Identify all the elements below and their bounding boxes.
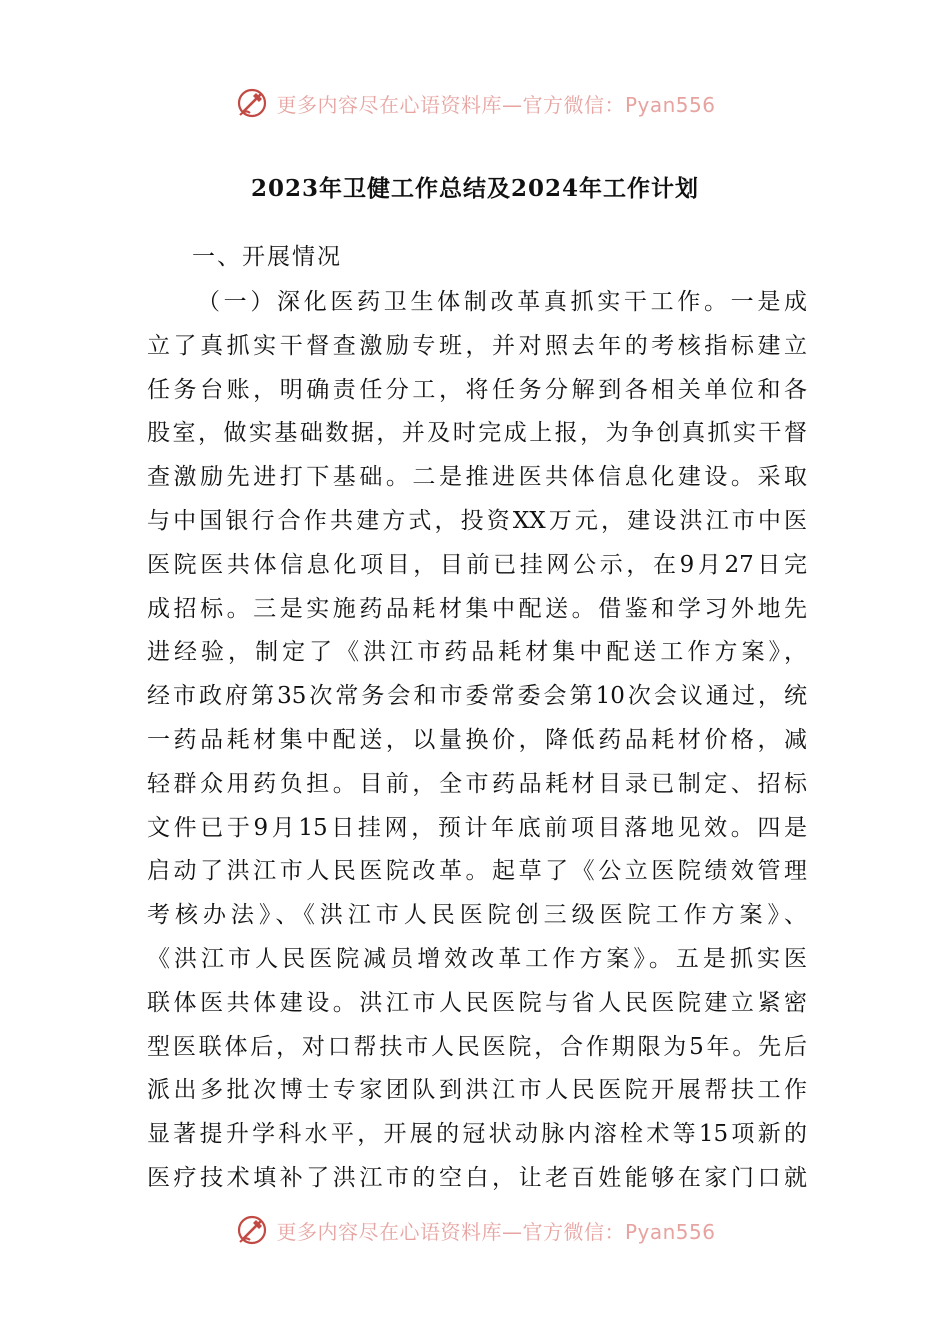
pen-seal-icon (234, 85, 270, 121)
body-line: 立了真抓实干督查激励专班，并对照去年的考核指标建立 (147, 332, 807, 359)
body-line: 轻群众用药负担。目前，全市药品耗材目录已制定、招标 (147, 770, 807, 797)
body-line: 启动了洪江市人民医院改革。起草了《公立医院绩效管理 (147, 858, 807, 885)
watermark-text: 更多内容尽在心语资料库—官方微信：Pyan556 (276, 1219, 716, 1244)
body-line: 医疗技术填补了洪江市的空白，让老百姓能够在家门口就 (147, 1164, 807, 1191)
body-line: 股室，做实基础数据，并及时完成上报，为争创真抓实干督 (147, 420, 807, 447)
body-line: （一）深化医药卫生体制改革真抓实干工作。一是成 (197, 289, 807, 315)
body-line: 经市政府第35次常务会和市委常委会第10次会议通过，统 (147, 683, 807, 710)
body-line: 医院医共体信息化项目，目前已挂网公示，在9月27日完 (147, 551, 807, 578)
body-line: 显著提升学科水平，开展的冠状动脉内溶栓术等15项新的 (147, 1121, 807, 1148)
body-line: 查激励先进打下基础。二是推进医共体信息化建设。采取 (147, 464, 807, 491)
body-text (147, 281, 807, 1201)
body-line: 派出多批次博士专家团队到洪江市人民医院开展帮扶工作 (147, 1077, 807, 1104)
section-heading: 一、开展情况 (192, 244, 342, 270)
watermark-banner-top (0, 83, 950, 123)
body-line: 成招标。三是实施药品耗材集中配送。借鉴和学习外地先 (147, 595, 807, 622)
body-line: 进经验，制定了《洪江市药品耗材集中配送工作方案》， (147, 639, 807, 666)
body-line: 联体医共体建设。洪江市人民医院与省人民医院建立紧密 (147, 989, 807, 1016)
watermark-banner-bottom (0, 1210, 950, 1250)
body-line: 任务台账，明确责任分工，将任务分解到各相关单位和各 (147, 376, 807, 403)
body-line: 《洪江市人民医院减员增效改革工作方案》。五是抓实医 (147, 945, 807, 972)
body-line: 型医联体后，对口帮扶市人民医院，合作期限为5年。先后 (147, 1033, 807, 1060)
document-title: 2023年卫健工作总结及2024年工作计划 (250, 175, 700, 202)
pen-seal-icon (234, 1212, 270, 1248)
body-line: 一药品耗材集中配送，以量换价，降低药品耗材价格，减 (147, 726, 807, 753)
body-line: 与中国银行合作共建方式，投资XX万元，建设洪江市中医 (147, 507, 807, 534)
watermark-text: 更多内容尽在心语资料库—官方微信：Pyan556 (276, 92, 716, 117)
body-line: 考核办法》、《洪江市人民医院创三级医院工作方案》、 (147, 902, 807, 929)
body-line: 文件已于9月15日挂网，预计年底前项目落地见效。四是 (147, 814, 807, 841)
